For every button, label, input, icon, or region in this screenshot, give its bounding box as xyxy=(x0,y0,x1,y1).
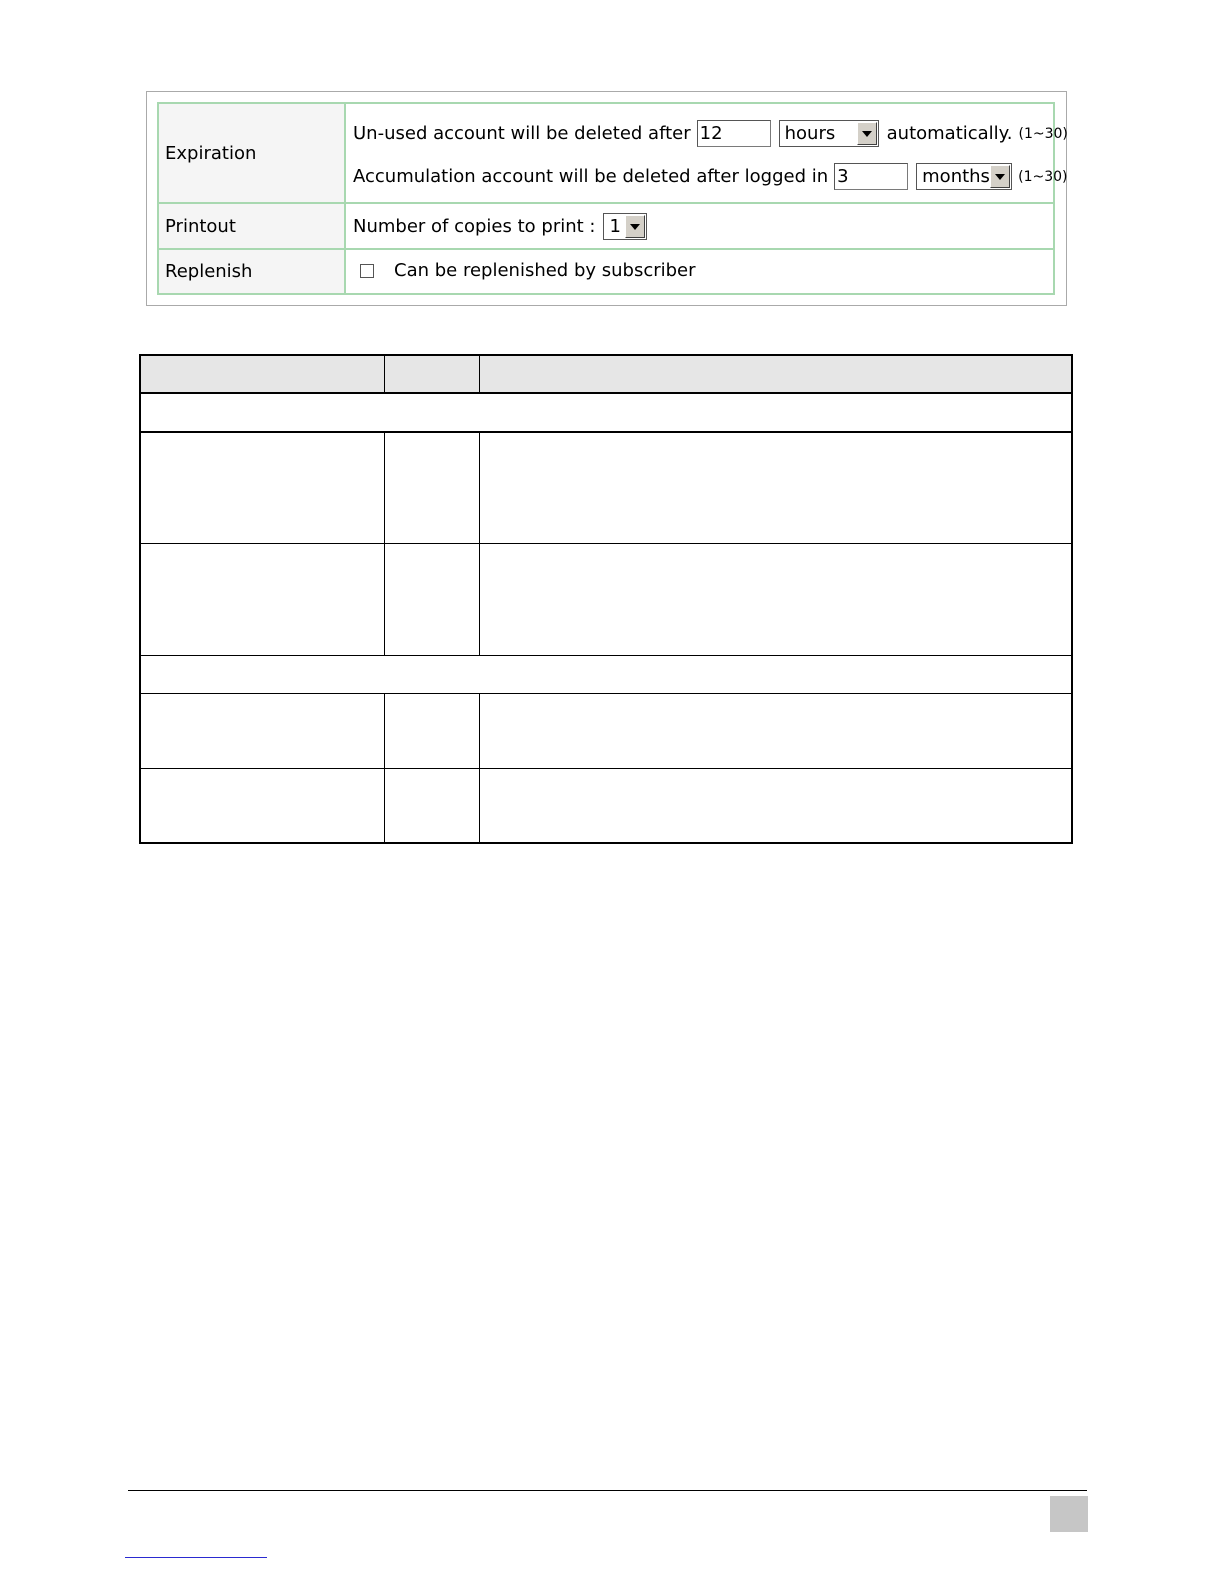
unused-unit-value: hours xyxy=(784,123,836,144)
expiration-row xyxy=(159,104,1068,204)
replenish-cell xyxy=(346,250,1053,293)
unused-value-input[interactable]: 12 xyxy=(697,120,771,147)
description-table xyxy=(139,354,1073,844)
table-header-row xyxy=(141,356,1071,394)
unused-unit-select[interactable] xyxy=(779,120,879,147)
footer-rule xyxy=(128,1490,1087,1491)
printout-label: Printout xyxy=(159,204,346,248)
column-divider xyxy=(384,432,385,656)
copies-value: 1 xyxy=(609,216,621,237)
footer-link-underline[interactable] xyxy=(125,1557,267,1558)
row-divider xyxy=(141,543,1071,544)
column-divider xyxy=(384,694,385,842)
replenish-row xyxy=(159,250,1053,293)
replenish-checkbox-label: Can be replenished by subscriber xyxy=(394,260,696,281)
accum-value-input[interactable]: 3 xyxy=(834,163,908,190)
accum-unit-value: months xyxy=(922,166,990,187)
column-divider xyxy=(479,432,480,656)
replenish-label: Replenish xyxy=(159,250,346,293)
accum-prefix-text: Accumulation account will be deleted after logged in xyxy=(353,166,829,187)
column-divider xyxy=(384,356,385,394)
settings-table xyxy=(157,102,1068,295)
row-divider xyxy=(141,768,1071,769)
copies-label: Number of copies to print : xyxy=(353,216,596,237)
replenish-checkbox[interactable] xyxy=(360,264,374,278)
unused-account-line xyxy=(353,120,1068,147)
expiration-label: Expiration xyxy=(159,104,346,202)
chevron-down-icon[interactable] xyxy=(857,122,877,145)
row-divider xyxy=(141,655,1071,656)
chevron-down-icon[interactable] xyxy=(990,165,1010,188)
copies-line xyxy=(353,213,647,240)
settings-panel xyxy=(146,91,1067,306)
printout-row xyxy=(159,204,1053,250)
accumulation-account-line xyxy=(353,163,1068,190)
copies-select[interactable] xyxy=(603,213,647,240)
expiration-cell xyxy=(346,104,1068,202)
unused-range-text: (1~30) xyxy=(1018,125,1068,142)
accum-unit-select[interactable] xyxy=(916,163,1012,190)
replenish-line xyxy=(353,260,696,281)
unused-prefix-text: Un-used account will be deleted after xyxy=(353,123,691,144)
printout-cell xyxy=(346,204,1053,248)
row-divider xyxy=(141,693,1071,694)
unused-suffix-text: automatically. xyxy=(886,123,1013,144)
accum-range-text: (1~30) xyxy=(1018,168,1068,185)
row-divider xyxy=(141,431,1071,433)
page-number-box xyxy=(1050,1496,1088,1532)
chevron-down-icon[interactable] xyxy=(625,215,645,238)
column-divider xyxy=(479,694,480,842)
column-divider xyxy=(479,356,480,394)
